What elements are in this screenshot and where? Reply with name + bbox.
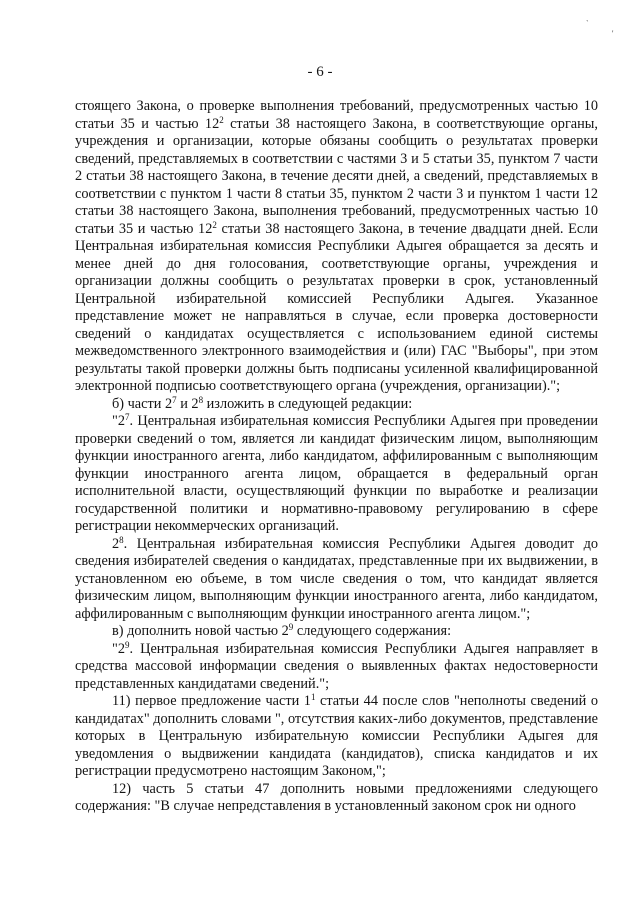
paragraph-p1 bbox=[75, 98, 598, 396]
text-run: . Центральная избирательная комиссия Республики Адыгея при проведении проверки сведений о том, является ли кандидат физическим лицом, выполняющим функции иностранного агента, либо кандидатом, аффилированным с выполняющим функции иностранного агента лицом, обращается в федеральный орган исполнительной власти, осуществляющий функции по выработке и реализации государственной политики и нормативно-правовому регулированию в сфере регистрации некоммерческих организаций. bbox=[75, 413, 598, 534]
paragraph-p3 bbox=[75, 413, 598, 536]
superscript: 9 bbox=[125, 639, 130, 650]
text-run: "2 bbox=[112, 413, 125, 429]
text-run: статьи 38 настоящего Закона, в течение двадцати дней. Если Центральная избирательная комиссия Республики Адыгея обращается за десять и менее дней до дня голосования, соответствующие органы, учреждения и организации должны сообщить о результатах проверки в срок, установленный Центральной избирательной комиссией Республики Адыгея. Указанное представление может не направляться в случае, если проверка достоверности сведений о кандидатах осуществляется с использованием единой системы межведомственного электронного взаимодействия и (или) ГАС "Выборы", при этом результаты такой проверки должны быть подписаны усиленной квалифицированной электронной подписью соответствующего органа (учреждения, организации)."; bbox=[75, 220, 598, 394]
paragraph-p4 bbox=[75, 536, 598, 624]
scan-mark-left: ` bbox=[586, 19, 589, 28]
paragraph-p5 bbox=[75, 623, 598, 641]
text-run: изложить в следующей редакции: bbox=[203, 395, 413, 412]
superscript: 8 bbox=[119, 534, 124, 545]
paragraph-p8 bbox=[75, 781, 598, 816]
paragraph-p2 bbox=[75, 396, 598, 414]
document-body bbox=[75, 98, 598, 816]
text-run: стоящего Закона, о проверке выполнения требований, предусмотренных частью 10 статьи 35 и частью 12 bbox=[75, 98, 598, 132]
text-run: 12) часть 5 статьи 47 дополнить новыми предложениями следующего содержания: "В случае непредставления в установленный законом срок ни одного bbox=[75, 780, 598, 814]
text-run: 11) первое предложение части 1 bbox=[112, 693, 311, 709]
paragraph-p6 bbox=[75, 641, 598, 694]
text-run: статьи 44 после слов "неполноты сведений о кандидатах" дополнить словами ", отсутствия каких-либо документов, представление которых в Центральную избирательную комиссии Республики Адыгея для уведомления о выдвижении кандидата (кандидатов), списка кандидатов и их регистрации предусмотрено настоящим Законом,"; bbox=[75, 693, 598, 779]
text-run: следующего содержания: bbox=[293, 623, 452, 639]
superscript: 1 bbox=[310, 692, 316, 702]
superscript: 2 bbox=[212, 219, 217, 230]
text-run: в) дополнить новой частью 2 bbox=[112, 623, 289, 639]
scan-mark-right: ' bbox=[612, 29, 614, 38]
page-number: - 6 - bbox=[307, 64, 333, 80]
superscript: 8 bbox=[198, 394, 204, 405]
paragraph-p7 bbox=[75, 693, 598, 781]
text-run: и 2 bbox=[176, 395, 199, 412]
text-run: . Центральная избирательная комиссия Республики Адыгея направляет в средства массовой информации сведения о выявленных фактах недостоверности представленных кандидатами сведений."; bbox=[75, 640, 598, 692]
text-run: "2 bbox=[112, 640, 125, 657]
text-run: статьи 38 настоящего Закона, в соответствующие органы, учреждения и организации, которые обязаны сообщить о результатах проверки сведений, представляемых в соответствии с частями 3 и 5 статьи 35, пунктом 7 части 2 статьи 38 настоящего Закона, в течение десяти дней, а сведений, представляемых в соответствии с пунктом 1 части 8 статьи 35, пунктом 2 части 3 и пунктом 1 части 12 статьи 38 настоящего Закона, выполнения требований, предусмотренных частью 10 статьи 35 и частью 12 bbox=[75, 115, 598, 237]
superscript: 2 bbox=[219, 114, 224, 125]
superscript: 7 bbox=[125, 412, 130, 422]
superscript: 9 bbox=[288, 622, 294, 632]
text-run: . Центральная избирательная комиссия Республики Адыгея доводит до сведения избирателей сведения о кандидатах, представленные при их выдвижении, в установленном ею объеме, в том числе сведения о том, что кандидат является физическим лицом, выполняющим функции иностранного агента, либо кандидатом, аффилированным с выполняющим функции иностранного агента лицом."; bbox=[75, 535, 598, 622]
superscript: 7 bbox=[172, 394, 177, 405]
text-run: б) части 2 bbox=[112, 395, 173, 412]
text-run: 2 bbox=[112, 535, 120, 552]
